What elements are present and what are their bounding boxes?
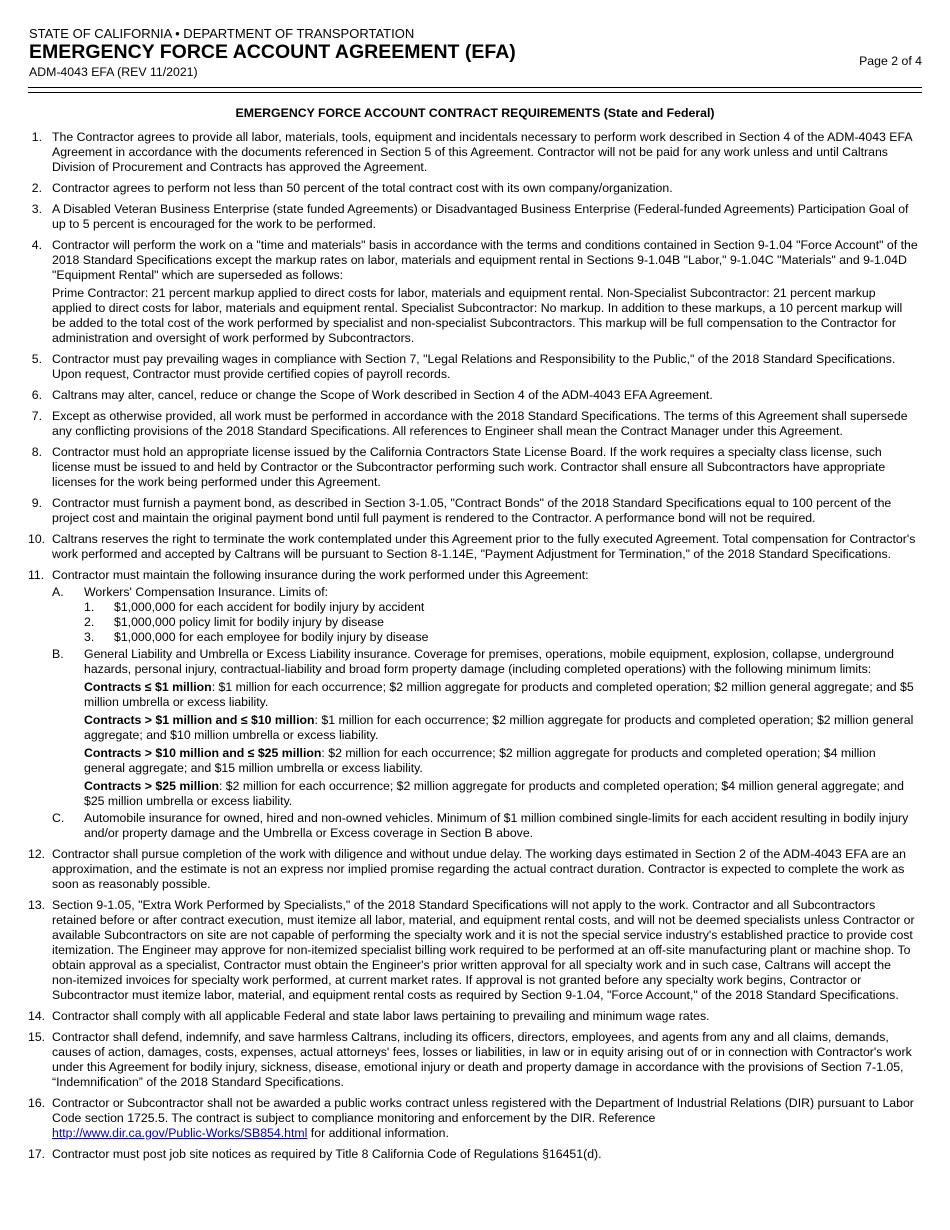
dir-text-after: for additional information. xyxy=(307,1126,449,1140)
item-number: 5. xyxy=(31,352,42,366)
item-number: 11. xyxy=(28,568,45,582)
requirements-list xyxy=(28,130,918,1168)
item-text: Contractor agrees to perform not less than 50 percent of the total contract cost with its own company/organization. xyxy=(52,181,673,195)
sub-text: Automobile insurance for owned, hired and non-owned vehicles. Minimum of $1 million combined single-limits for each accident resulting in bodily injury and/or property damage and the Umbrella or Excess coverage in Section B above. xyxy=(84,811,909,840)
item-text: Contractor shall pursue completion of the work with diligence and without undue delay. The working days estimated in Section 2 of the ADM-4043 EFA are an approximation, and the estimate is not an express nor implied promise regarding the actual contract duration. Contractor is expected to complete the work as soon as reasonably possible. xyxy=(52,847,906,891)
requirement-item xyxy=(28,388,918,403)
sub-text: Workers' Compensation Insurance. Limits of: xyxy=(84,585,329,599)
item-number: 8. xyxy=(31,445,42,459)
item-text: Section 9-1.05, "Extra Work Performed by Specialists," of the 2018 Standard Specifications will not apply to the work. Contractor and all Subcontractors retained before or after contract execution, must itemize all labor, material, and equipment rental costs, and will not be deemed specialists unless Contractor or available Subcontractors on site are not capable of performing the specialty work and it is not the special service industry's established practice to provide cost itemization. The Engineer may approve for non-itemized specialist billing work required to be performed at an off-site manufacturing plant or machine shop. To obtain approval as a specialist, Contractor must obtain the Engineer's prior written approval for all specialty work and in such case, Caltrans will accept the non-itemized invoices for specialty work performed, at current market rates. If approval is not granted before any specialty work begins, Contractor or Subcontractor must itemize labor, material, and equipment rental costs as required by Section 9-1.04, "Force Account," of the 2018 Standard Specifications. xyxy=(52,898,915,1002)
header-rule-top xyxy=(28,87,922,88)
item-text: The Contractor agrees to provide all labor, materials, tools, equipment and incidentals necessary to perform work described in Section 4 of the ADM-4043 EFA Agreement in accordance with the documents referenced in Section 5 of this Agreement. Contractor will not be paid for any work unless and until Caltrans Division of Procurement and Contracts has approved the Agreement. xyxy=(52,130,912,174)
contract-limit xyxy=(84,746,918,776)
requirement-item xyxy=(28,532,918,562)
sub-letter: A. xyxy=(52,585,64,599)
requirement-item xyxy=(28,1096,918,1141)
limit-text: $1,000,000 for each employee for bodily injury by disease xyxy=(114,630,429,644)
item-text: Contractor shall defend, indemnify, and save harmless Caltrans, including its officers, directors, employees, and agents from any and all claims, demands, causes of action, damages, costs, expenses, actual attorneys' fees, losses or liabilities, in law or in equity arising out of or in connection with Contractor's work under this Agreement for bodily injury, sickness, disease, emotional injury or death and property damage in accordance with the provisions of Section 7-1.05, “Indemnification” of the 2018 Standard Specifications. xyxy=(52,1030,912,1089)
contract-limit xyxy=(84,680,918,710)
sub-text: General Liability and Umbrella or Excess Liability insurance. Coverage for premises, operations, mobile equipment, explosion, collapse, underground hazards, personal injury, contractual-liability and broad form property damage (including completed operations) with the following minimum limits: xyxy=(84,647,894,676)
contract-limit xyxy=(84,779,918,809)
requirement-item xyxy=(28,847,918,892)
requirement-item xyxy=(28,352,918,382)
item-number: 14. xyxy=(28,1009,46,1023)
item-number: 3. xyxy=(31,202,42,216)
page-number: Page 2 of 4 xyxy=(859,54,922,68)
limit-number: 2. xyxy=(84,615,95,629)
item-number: 7. xyxy=(31,409,42,423)
limit-text: : $2 million for each occurrence; $2 million aggregate for products and completed operation; $4 million general aggregate; and $25 million umbrella or excess liability. xyxy=(84,779,904,808)
item-number: 4. xyxy=(31,238,42,252)
item-number: 9. xyxy=(31,496,42,510)
item-text: Contractor shall comply with all applicable Federal and state labor laws pertaining to prevailing and minimum wage rates. xyxy=(52,1009,710,1023)
item-number: 16. xyxy=(28,1096,46,1110)
header-agency: STATE OF CALIFORNIA • DEPARTMENT OF TRANSPORTATION xyxy=(29,26,415,41)
limit-text: $1,000,000 for each accident for bodily injury by accident xyxy=(114,600,425,614)
insurance-automobile xyxy=(52,811,918,841)
item-number: 6. xyxy=(31,388,42,402)
requirement-item xyxy=(28,1009,918,1024)
limit-list-item xyxy=(84,630,918,645)
requirement-item xyxy=(28,130,918,175)
sub-letter: C. xyxy=(52,811,65,825)
item-number: 1. xyxy=(31,130,42,144)
limit-text: $1,000,000 policy limit for bodily injury by disease xyxy=(114,615,384,629)
requirement-item xyxy=(28,238,918,346)
requirement-item-insurance xyxy=(28,568,918,841)
dir-sb854-link[interactable]: http://www.dir.ca.gov/Public-Works/SB854.html xyxy=(52,1126,308,1140)
item-number: 12. xyxy=(28,847,46,861)
item-number: 10. xyxy=(28,532,46,546)
dir-text: Contractor or Subcontractor shall not be awarded a public works contract unless registered with the Department of Industrial Relations (DIR) pursuant to Labor Code section 1725.5. The contract is subject to compliance monitoring and enforcement by the DIR. Reference xyxy=(52,1096,914,1125)
item-text: Contractor must pay prevailing wages in compliance with Section 7, "Legal Relations and Responsibility to the Public," of the 2018 Standard Specifications. Upon request, Contractor must provide certified copies of payroll records. xyxy=(52,352,896,381)
limit-label: Contracts > $10 million and ≤ $25 million xyxy=(84,746,322,760)
limit-list-item xyxy=(84,600,918,615)
limit-text: : $1 million for each occurrence; $2 million aggregate for products and completed operation; $2 million general aggregate; and $10 million umbrella or excess liability. xyxy=(84,713,914,742)
requirement-item xyxy=(28,409,918,439)
item-text: A Disabled Veteran Business Enterprise (state funded Agreements) or Disadvantaged Business Enterprise (Federal-funded Agreements) Participation Goal of up to 5 percent is encouraged for the work to be performed. xyxy=(52,202,909,231)
form-title: EMERGENCY FORCE ACCOUNT AGREEMENT (EFA) xyxy=(29,41,516,63)
sub-letter: B. xyxy=(52,647,64,661)
item-text: Contractor must maintain the following insurance during the work performed under this Agreement: xyxy=(52,568,589,582)
limit-text: : $2 million for each occurrence; $2 million aggregate for products and completed operation; $4 million general aggregate; and $15 million umbrella or excess liability. xyxy=(84,746,876,775)
markup-paragraph: Prime Contractor: 21 percent markup applied to direct costs for labor, materials and equipment rental. Non-Specialist Subcontractor: 21 percent markup applied to direct costs for labor, materials and equipment rental. Specialist Subcontractor: No markup. In addition to these markups, a 10 percent markup will be added to the total cost of the work performed by specialist and non-specialist Subcontractors. This markup will be full compensation to the Contractor for administration and oversight of work performed by Subcontractors. xyxy=(52,286,903,345)
requirement-item xyxy=(28,1147,918,1162)
requirement-item xyxy=(28,445,918,490)
insurance-general-liability xyxy=(52,647,918,809)
section-title: EMERGENCY FORCE ACCOUNT CONTRACT REQUIREMENTS (State and Federal) xyxy=(235,106,715,120)
limit-label: Contracts > $1 million and ≤ $10 million xyxy=(84,713,315,727)
item-text: Caltrans reserves the right to terminate the work contemplated under this Agreement prior to the fully executed Agreement. Total compensation for Contractor's work performed and accepted by Caltrans will be pursuant to Section 8-1.14E, "Payment Adjustment for Termination," of the 2018 Standard Specifications. xyxy=(52,532,916,561)
item-text: Contractor must furnish a payment bond, as described in Section 3-1.05, "Contract Bonds" of the 2018 Standard Specifications equal to 100 percent of the project cost and maintain the original payment bond until full payment is rendered to the Contractor. A performance bond will not be required. xyxy=(52,496,892,525)
limit-list-item xyxy=(84,615,918,630)
item-number: 17. xyxy=(28,1147,46,1161)
requirement-item xyxy=(28,496,918,526)
limit-label: Contracts ≤ $1 million xyxy=(84,680,212,694)
item-text: Contractor will perform the work on a "time and materials" basis in accordance with the terms and conditions contained in Section 9-1.04 "Force Account" of the 2018 Standard Specifications except the markup rates on labor, materials and equipment rental in Sections 9-1.04B "Labor," 9-1.04C "Materials" and 9-1.04D "Equipment Rental" which are superseded as follows: xyxy=(52,238,918,282)
requirement-item xyxy=(28,1030,918,1090)
item-text: Contractor must post job site notices as required by Title 8 California Code of Regulations §16451(d). xyxy=(52,1147,602,1161)
requirement-item xyxy=(28,202,918,232)
item-text: Contractor must hold an appropriate license issued by the California Contractors State License Board. If the work requires a specialty class license, such license must be issued to and held by Contractor or the Subcontractor performing such work. Contractor shall ensure all Subcontractors have appropriate licenses for the work being performed under this Agreement. xyxy=(52,445,886,489)
limit-label: Contracts > $25 million xyxy=(84,779,219,793)
item-text xyxy=(52,1096,918,1141)
contract-limit xyxy=(84,713,918,743)
item-number: 13. xyxy=(28,898,46,912)
limit-number: 1. xyxy=(84,600,95,614)
item-number: 2. xyxy=(31,181,42,195)
item-number: 15. xyxy=(28,1030,46,1044)
requirement-item xyxy=(28,898,918,1003)
item-text: Caltrans may alter, cancel, reduce or change the Scope of Work described in Section 4 of the ADM-4043 EFA Agreement. xyxy=(52,388,713,402)
limit-text: : $1 million for each occurrence; $2 million aggregate for products and completed operation; $2 million general aggregate; and $5 million umbrella or excess liability. xyxy=(84,680,914,709)
requirement-item xyxy=(28,181,918,196)
header-rule-bottom xyxy=(28,92,922,93)
limit-number: 3. xyxy=(84,630,95,644)
form-id: ADM-4043 EFA (REV 11/2021) xyxy=(29,65,198,79)
insurance-workers-comp xyxy=(52,585,918,645)
item-text: Except as otherwise provided, all work must be performed in accordance with the 2018 Standard Specifications. The terms of this Agreement shall supersede any conflicting provisions of the 2018 Standard Specifications. All references to Engineer shall mean the Contract Manager under this Agreement. xyxy=(52,409,908,438)
